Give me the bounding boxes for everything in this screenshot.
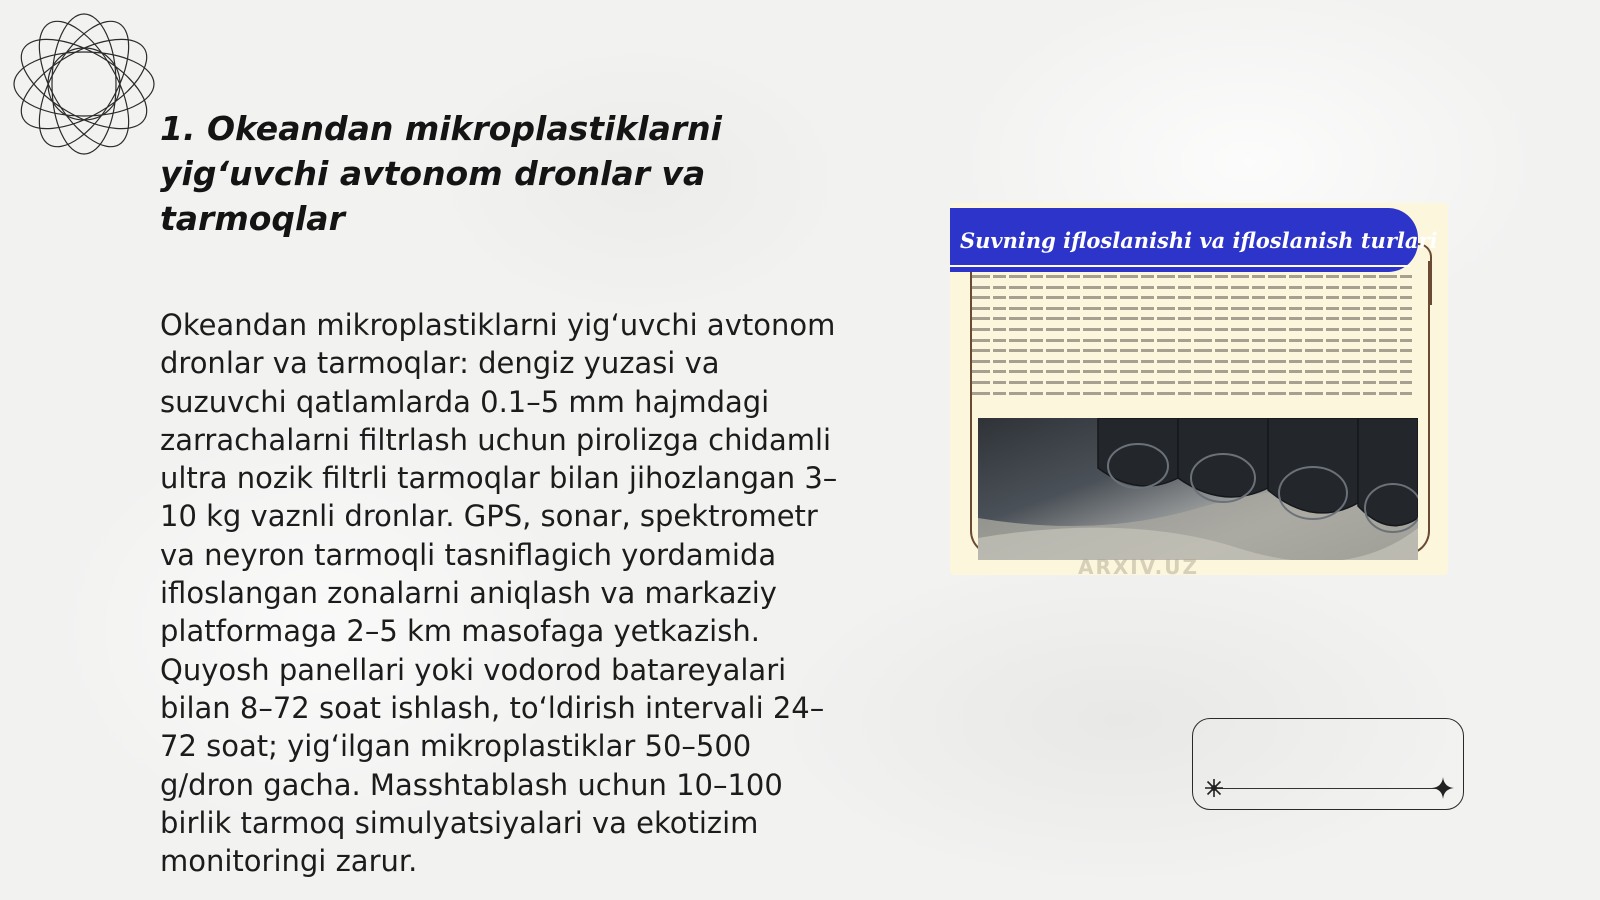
card-banner-underline <box>950 265 1410 267</box>
illustration-card <box>950 203 1448 575</box>
card-text-block <box>972 275 1412 409</box>
overlapping-circles-ornament-icon <box>10 10 158 158</box>
drainage-pipes-image <box>978 418 1418 560</box>
card-banner-title: Suvning ifloslanishi va ifloslanish turlari <box>960 227 1438 253</box>
timeline-line <box>1213 788 1439 789</box>
starburst-icon <box>1203 777 1225 799</box>
slide-body-text: Okeandan mikroplastiklarni yig‘uvchi avtonom dronlar va tarmoqlar: dengiz yuzasi va suzuvchi qatlamlarda 0.1–5 mm hajmdagi zarrachalarni filtrlash uchun pirolizga chidamli ultra nozik filtrli tarmoqlar bilan jihozlangan 3–10 kg vaznli dronlar. GPS, sonar, spektrometr va neyron tarmoqli tasniflagich yordamida ifloslangan zonalarni aniqlash va markaziy platformaga 2–5 km masofaga yetkazish. Quyosh panellari yoki vodorod batareyalari bilan 8–72 soat ishlash, to‘ldirish intervali 24–72 soat; yig‘ilgan mikroplastiklar 50–500 g/dron gacha. Masshtablash uchun 10–100 birlik tarmoq simulyatsiyalari va ekotizim monitoringi zarur. <box>160 308 838 879</box>
pollution-photo <box>978 418 1418 560</box>
slide-title: 1. Okeandan mikroplastiklarni yig‘uvchi avtonom dronlar va tarmoqlar <box>160 109 722 238</box>
card-banner <box>950 208 1438 272</box>
timeline-decoration <box>1192 718 1464 810</box>
watermark-text: ARXIV.UZ <box>1078 555 1199 575</box>
four-point-star-icon <box>1431 776 1455 800</box>
